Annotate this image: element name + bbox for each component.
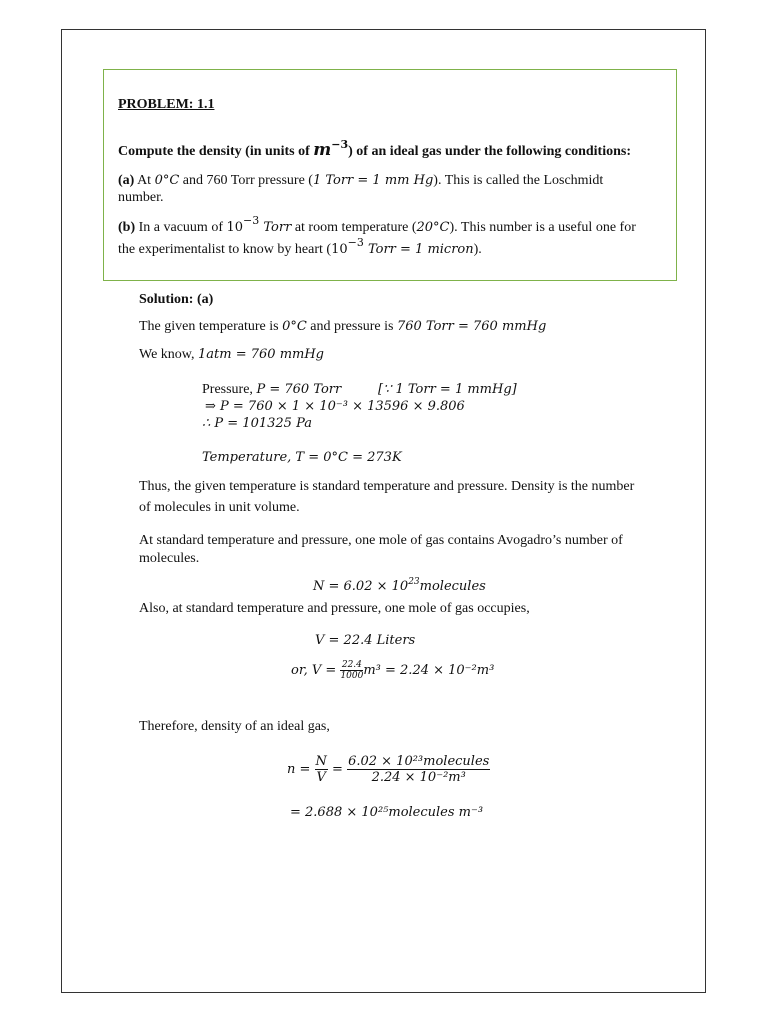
given-line: The given temperature is 0°C and pressure is 760 Torr = 760 mmHg bbox=[139, 319, 547, 334]
problem-title: PROBLEM: 1.1 bbox=[118, 97, 215, 112]
avogadro-equation: $N = 6.02 \times 10^{23}molecules$ bbox=[313, 577, 486, 594]
part-a-line2: number. bbox=[118, 190, 164, 205]
pressure-line: Pressure, P = 760 Torr bbox=[202, 382, 342, 397]
stp-line2: molecules. bbox=[139, 551, 200, 566]
thus-line2: of molecules in unit volume. bbox=[139, 500, 300, 515]
pressure-result: ∴ P = 101325 Pa bbox=[202, 416, 312, 431]
also-line: Also, at standard temperature and pressure, one mole of gas occupies, bbox=[139, 601, 530, 616]
therefore-line: Therefore, density of an ideal gas, bbox=[139, 719, 330, 734]
we-know-line: We know, 1atm = 760 mmHg bbox=[139, 347, 325, 362]
pressure-conversion: ⇒ P = 760 × 1 × 10⁻³ × 13596 × 9.806 bbox=[205, 399, 465, 414]
volume-equation: V = 22.4 Liters bbox=[315, 633, 416, 648]
problem-question: Compute the density (in units of $m^{-3}$) of an ideal gas under the following conditions: bbox=[118, 138, 632, 160]
part-b-line1: (b) In a vacuum of $10^{-3}$ Torr at room temperature (20°C). This number is a useful one for bbox=[118, 214, 636, 235]
part-a-line1: (a) At 0°C and 760 Torr pressure (1 Torr = 1 mm Hg). This is called the Loschmidt bbox=[118, 173, 604, 188]
volume-fraction: $\frac{22.4}{1000}$ bbox=[340, 660, 364, 681]
n-over-v-fraction: $\frac{N}{V}$ bbox=[315, 754, 327, 785]
thus-line1: Thus, the given temperature is standard temperature and pressure. Density is the number bbox=[139, 479, 635, 494]
solution-heading: Solution: (a) bbox=[139, 292, 214, 307]
temperature-line: Temperature, T = 0°C = 273K bbox=[202, 450, 402, 465]
stp-line1: At standard temperature and pressure, one mole of gas contains Avogadro’s number of bbox=[139, 533, 623, 548]
density-equation: n = $\frac{N}{V}$ = $\frac{\text{6.02 × 10²³molecules}}{\text{2.24 × 10⁻²m³}}$ bbox=[287, 754, 490, 785]
part-b-line2: the experimentalist to know by heart ($10^{-3}$ Torr = 1 micron). bbox=[118, 236, 482, 257]
density-result: = 2.688 × 10²⁵molecules m⁻³ bbox=[290, 805, 484, 820]
density-fraction: $\frac{\text{6.02 × 10²³molecules}}{\text{2.24 × 10⁻²m³}}$ bbox=[348, 754, 490, 785]
volume-conversion: or, V = $\frac{22.4}{1000}$ m³ = 2.24 × 10⁻²m³ bbox=[291, 660, 495, 681]
pressure-note: [∵ 1 Torr = 1 mmHg] bbox=[378, 382, 517, 397]
